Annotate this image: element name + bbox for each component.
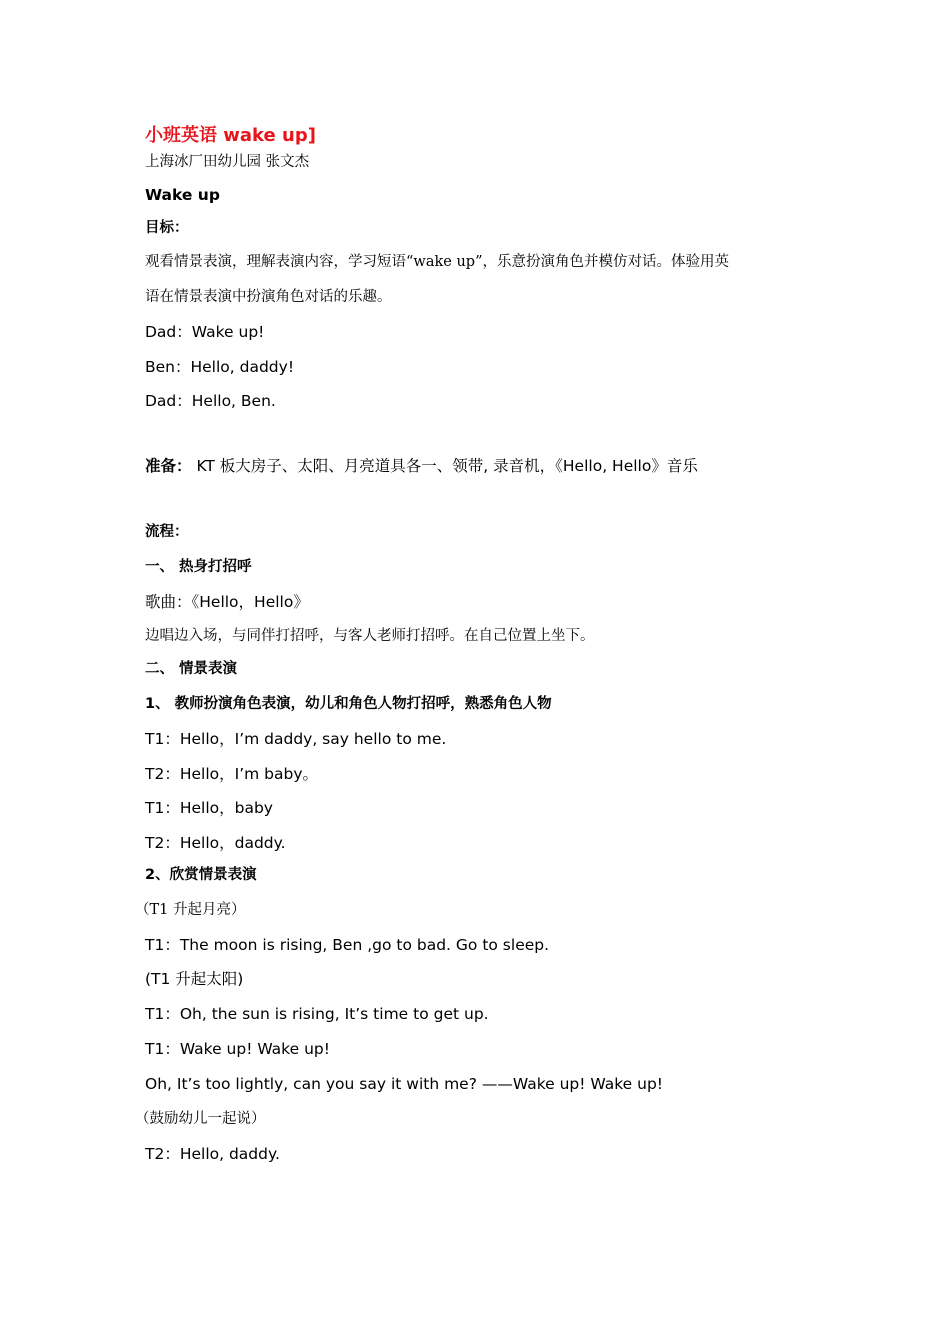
section-2-title: 二、 情景表演 <box>145 661 238 677</box>
stage-note-moon: （T1 升起月亮） <box>135 902 246 918</box>
process-label: 流程： <box>145 524 189 540</box>
goal-text-line-2: 语在情景表演中扮演角色对话的乐趣。 <box>145 289 392 305</box>
document-heading: Wake up <box>145 186 220 204</box>
dialogue-line: Ben：Hello, daddy! <box>145 358 295 376</box>
dialogue-line: Dad：Wake up! <box>145 323 265 341</box>
dialogue-line: T2：Hello，I’m baby。 <box>145 765 318 783</box>
dialogue-line: T2：Hello, daddy. <box>145 1145 280 1163</box>
preparation-text: KT 板大房子、太阳、月亮道具各一、领带, 录音机，《Hello, Hello》音乐 <box>191 457 698 475</box>
section-1-text: 边唱边入场，与同伴打招呼，与客人老师打招呼。在自己位置上坐下。 <box>145 628 595 644</box>
goal-text-line-1: 观看情景表演，理解表演内容，学习短语“wake up”，乐意扮演角色并模仿对话。体验用英 <box>145 254 729 270</box>
subsection-2-title: 2、欣赏情景表演 <box>145 867 257 883</box>
stage-note-encourage: （鼓励幼儿一起说） <box>135 1111 266 1127</box>
stage-note-sun: (T1 升起太阳) <box>145 970 244 988</box>
dialogue-line: T1：Hello，baby <box>145 799 273 817</box>
dialogue-line: T1：Oh, the sun is rising, It’s time to get up. <box>145 1005 489 1023</box>
dialogue-line: T1：Wake up! Wake up! <box>145 1040 330 1058</box>
dialogue-line: Oh, It’s too lightly, can you say it with me? ——Wake up! Wake up! <box>145 1075 663 1093</box>
subsection-1-title: 1、 教师扮演角色表演，幼儿和角色人物打招呼，熟悉角色人物 <box>145 696 552 712</box>
goal-label: 目标： <box>145 220 189 236</box>
document-title: 小班英语 wake up] <box>145 125 316 146</box>
section-1-title: 一、 热身打招呼 <box>145 559 252 575</box>
dialogue-line: T2：Hello，daddy. <box>145 834 286 852</box>
author-line: 上海冰厂田幼儿园 张文杰 <box>145 154 310 170</box>
dialogue-line: T1：Hello，I’m daddy, say hello to me. <box>145 730 447 748</box>
song-line: 歌曲：《Hello，Hello》 <box>145 593 309 611</box>
preparation-label: 准备： <box>145 457 192 475</box>
dialogue-line: Dad：Hello, Ben. <box>145 392 276 410</box>
dialogue-line: T1：The moon is rising, Ben ,go to bad. Go to sleep. <box>145 936 550 954</box>
preparation-line <box>145 456 698 476</box>
